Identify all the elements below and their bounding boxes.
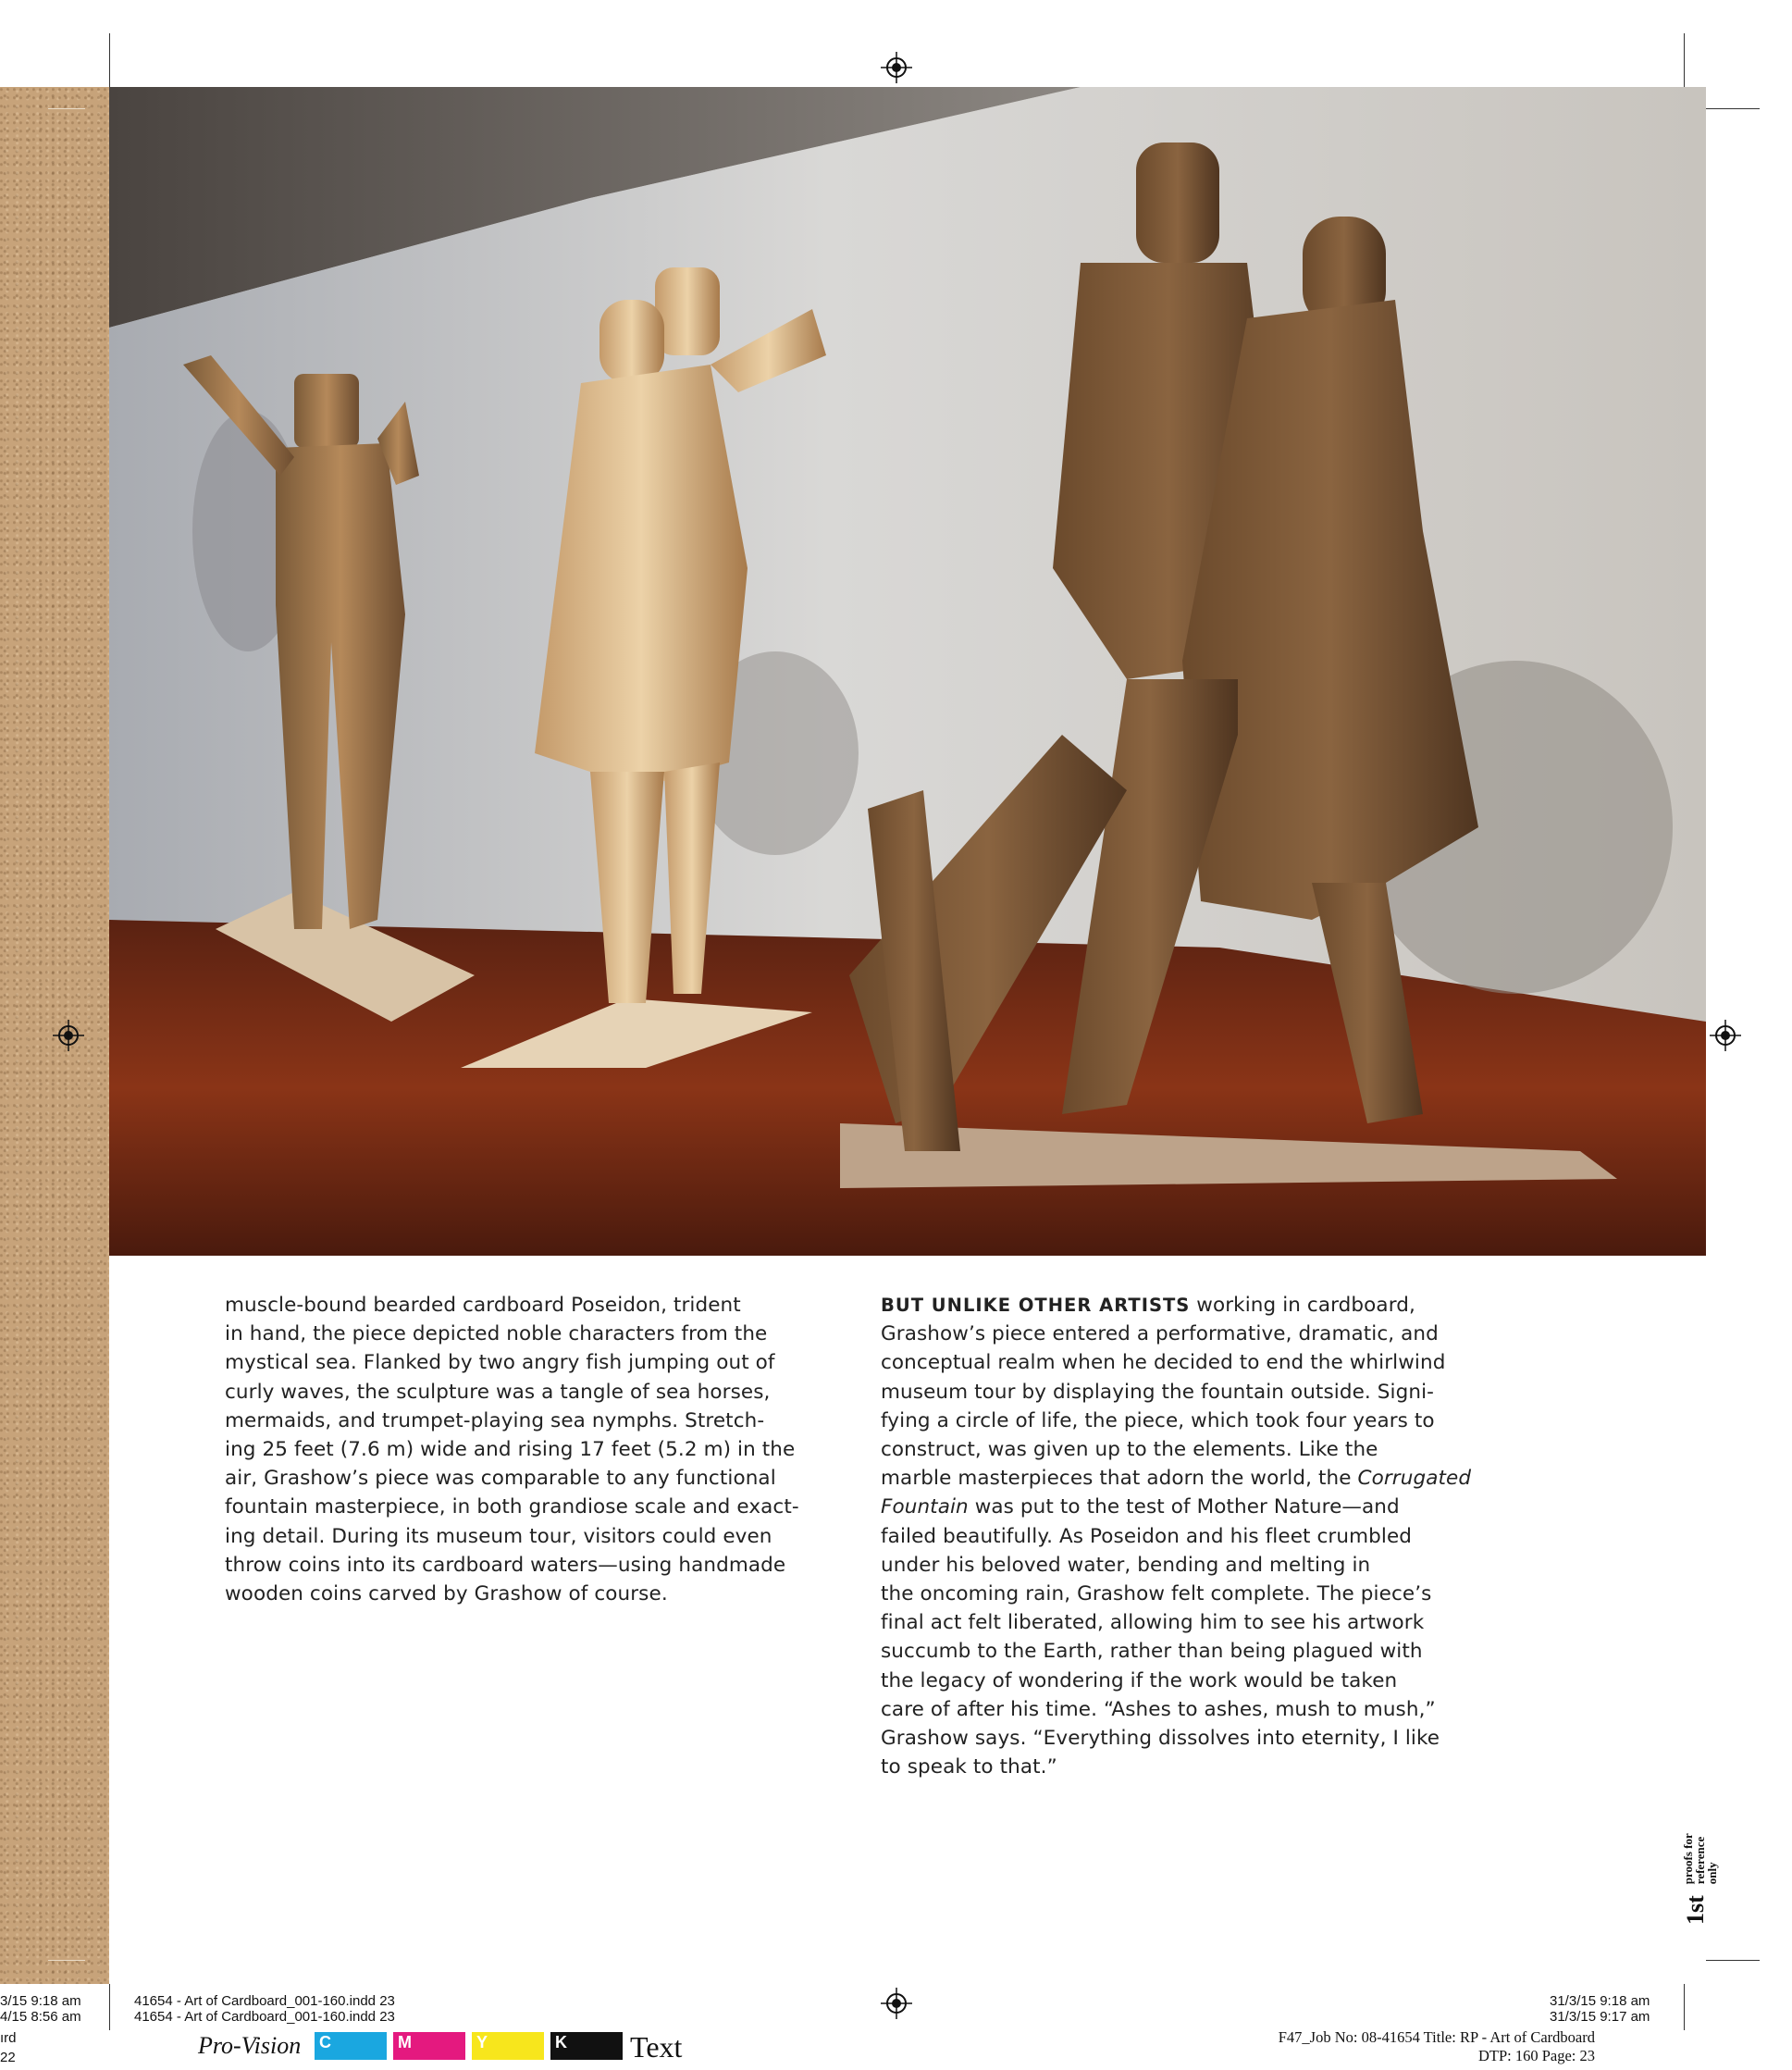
slug-timestamp: 4/15 8:56 am (0, 2009, 81, 2025)
body-text-line: in hand, the piece depicted noble characters from the (225, 1322, 768, 1346)
proof-stamp (1682, 1833, 1718, 1925)
proof-stamp-line: reference (1693, 1836, 1707, 1885)
trim-mark (109, 33, 110, 87)
swatch-label: C (319, 2033, 331, 2051)
color-swatch-black (550, 2032, 623, 2060)
swatch-label: M (398, 2033, 412, 2051)
slug-file-line: 41654 - Art of Cardboard_001-160.indd 23 (134, 1993, 395, 2009)
registration-mark-icon (881, 52, 912, 83)
body-text-line: succumb to the Earth, rather than being plagued with (881, 1640, 1423, 1664)
cardboard-dancers-photo (109, 87, 1706, 1256)
swatch-label: K (555, 2033, 567, 2051)
proof-stamp-note (1682, 1833, 1718, 1884)
body-text-line: mystical sea. Flanked by two angry fish jumping out of (225, 1351, 775, 1375)
color-swatch-yellow (472, 2032, 544, 2060)
slug-timestamp: 31/3/15 9:17 am (1550, 2009, 1650, 2025)
body-text-line: air, Grashow’s piece was comparable to any functional (225, 1467, 776, 1491)
body-text-line (881, 1291, 1510, 1320)
body-text-line: muscle-bound bearded cardboard Poseidon, trident (225, 1294, 741, 1317)
body-text-line: curly waves, the sculpture was a tangle of sea horses, (225, 1380, 771, 1404)
body-text-fragment: marble masterpieces that adorn the world, the (881, 1467, 1358, 1491)
slug-job-info (1219, 2028, 1595, 2065)
body-text-line: care of after his time. “Ashes to ashes, mush to mush,” (881, 1697, 1436, 1721)
artwork-title: Fountain (881, 1495, 969, 1519)
proof-stamp-number: 1st (1682, 1895, 1710, 1925)
body-text-line: Grashow’s piece entered a performative, dramatic, and (881, 1322, 1439, 1346)
slug-fragment: ırd (0, 2030, 17, 2046)
body-text-line: the oncoming rain, Grashow felt complete. The piece’s (881, 1582, 1432, 1606)
slug-fragment: 22 (0, 2050, 16, 2065)
trim-mark (48, 1960, 85, 1961)
body-text-line: museum tour by displaying the fountain outside. Signi- (881, 1380, 1435, 1404)
trim-mark (109, 1984, 110, 2030)
registration-mark-icon (53, 1020, 84, 1051)
body-text-line (881, 1493, 1510, 1521)
body-text-fragment: was put to the test of Mother Nature—and (968, 1495, 1400, 1519)
slug-timestamp: 3/15 9:18 am (0, 1993, 81, 2009)
body-text-line: construct, was given up to the elements. Like the (881, 1438, 1378, 1462)
slug-file-info (134, 1993, 395, 2025)
registration-mark-icon (1710, 1020, 1741, 1051)
slug-dtp-line: DTP: 160 Page: 23 (1477, 2047, 1595, 2064)
artwork-title: Corrugated (1357, 1467, 1472, 1491)
body-text-line: Grashow says. “Everything dissolves into eternity, I like (881, 1727, 1440, 1751)
trim-mark (1706, 1960, 1760, 1961)
run-in-heading: BUT UNLIKE OTHER ARTISTS (881, 1295, 1191, 1316)
body-text-line: failed beautifully. As Poseidon and his fleet crumbled (881, 1524, 1413, 1548)
body-text-line: the legacy of wondering if the work would be taken (881, 1668, 1398, 1692)
body-text-line: throw coins into its cardboard waters—using handmade (225, 1553, 786, 1577)
slug-job-line: F47_Job No: 08-41654 Title: RP - Art of Cardboard (1278, 2028, 1595, 2046)
proof-stamp-line: only (1705, 1862, 1719, 1885)
body-text-fragment: working in cardboard, (1190, 1294, 1415, 1317)
body-text-line (881, 1464, 1510, 1493)
trim-mark (1706, 108, 1760, 109)
body-text-line: ing 25 feet (7.6 m) wide and rising 17 feet (5.2 m) in the (225, 1438, 796, 1462)
registration-mark-icon (881, 1988, 912, 2019)
body-text-line: final act felt liberated, allowing him to see his artwork (881, 1611, 1425, 1635)
color-bar-text-label: Text (630, 2030, 683, 2064)
body-text-line: fying a circle of life, the piece, which took four years to (881, 1408, 1435, 1432)
body-text-line: mermaids, and trumpet-playing sea nymphs. Stretch- (225, 1408, 765, 1432)
body-text-column-left (225, 1291, 854, 1608)
body-text-line: ing detail. During its museum tour, visitors could even (225, 1524, 772, 1548)
proof-stamp-line: proofs for (1681, 1833, 1695, 1885)
pro-vision-logo: Pro-Vision (198, 2032, 302, 2059)
slug-timestamp: 31/3/15 9:18 am (1550, 1993, 1650, 2009)
trim-mark (1684, 33, 1685, 87)
body-text-line: fountain masterpiece, in both grandiose scale and exact- (225, 1495, 799, 1519)
cardboard-dancers-photo-icon (109, 87, 1706, 1256)
slug-file-line: 41654 - Art of Cardboard_001-160.indd 23 (134, 2009, 395, 2025)
color-swatch-magenta (393, 2032, 465, 2060)
slug-right-dates (1550, 1993, 1650, 2025)
trim-mark (1684, 1984, 1685, 2030)
slug-left-edge (0, 1993, 81, 2065)
color-swatch-cyan (315, 2032, 387, 2060)
body-text-line: wooden coins carved by Grashow of course. (225, 1582, 668, 1606)
swatch-label: Y (476, 2033, 488, 2051)
body-text-line: under his beloved water, bending and melting in (881, 1553, 1371, 1577)
body-text-column-right (881, 1291, 1510, 1781)
body-text-line: to speak to that.” (881, 1755, 1057, 1779)
trim-mark (48, 108, 85, 109)
body-text-line: conceptual realm when he decided to end the whirlwind (881, 1351, 1446, 1375)
